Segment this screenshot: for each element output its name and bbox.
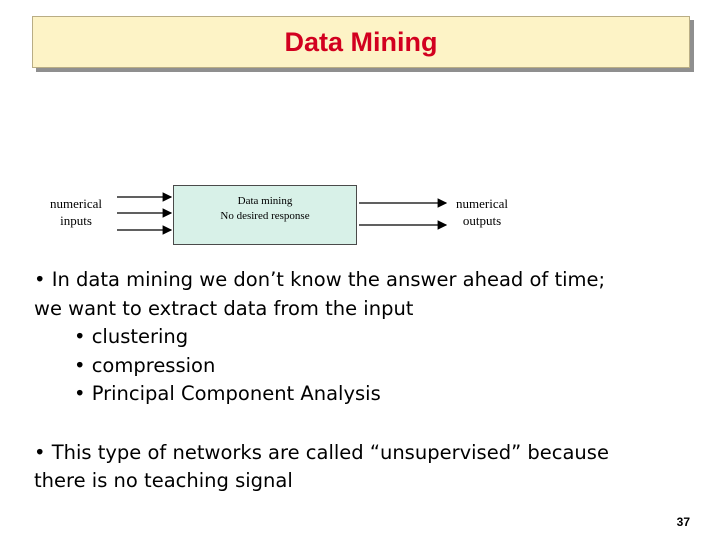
input-label-line2: inputs	[60, 213, 92, 228]
input-label-line1: numerical	[50, 196, 102, 211]
page-number: 37	[676, 515, 690, 529]
slide-title: Data Mining	[284, 26, 438, 57]
box-label-line2: No desired response	[220, 210, 310, 222]
bullet-1-line-1: • In data mining we don’t know the answer ahead of time;	[34, 268, 606, 291]
sub-bullet-pca: • Principal Component Analysis	[74, 382, 381, 405]
box-label-line1: Data mining	[237, 195, 293, 207]
output-label-line1: numerical	[456, 196, 508, 211]
input-label	[36, 195, 116, 229]
data-mining-box	[173, 185, 357, 245]
output-label	[442, 195, 522, 229]
bullet-text	[34, 266, 694, 496]
sub-bullet-compression: • compression	[74, 353, 216, 377]
bullet-1-line-2: we want to extract data from the input	[34, 296, 414, 320]
output-label-line2: outputs	[462, 213, 502, 228]
bullet-2-line-2: there is no teaching signal	[34, 469, 293, 492]
sub-bullet-clustering: • clustering	[74, 325, 189, 348]
bullet-2-line-1: • This type of networks are called “unsupervised” because	[34, 440, 609, 464]
